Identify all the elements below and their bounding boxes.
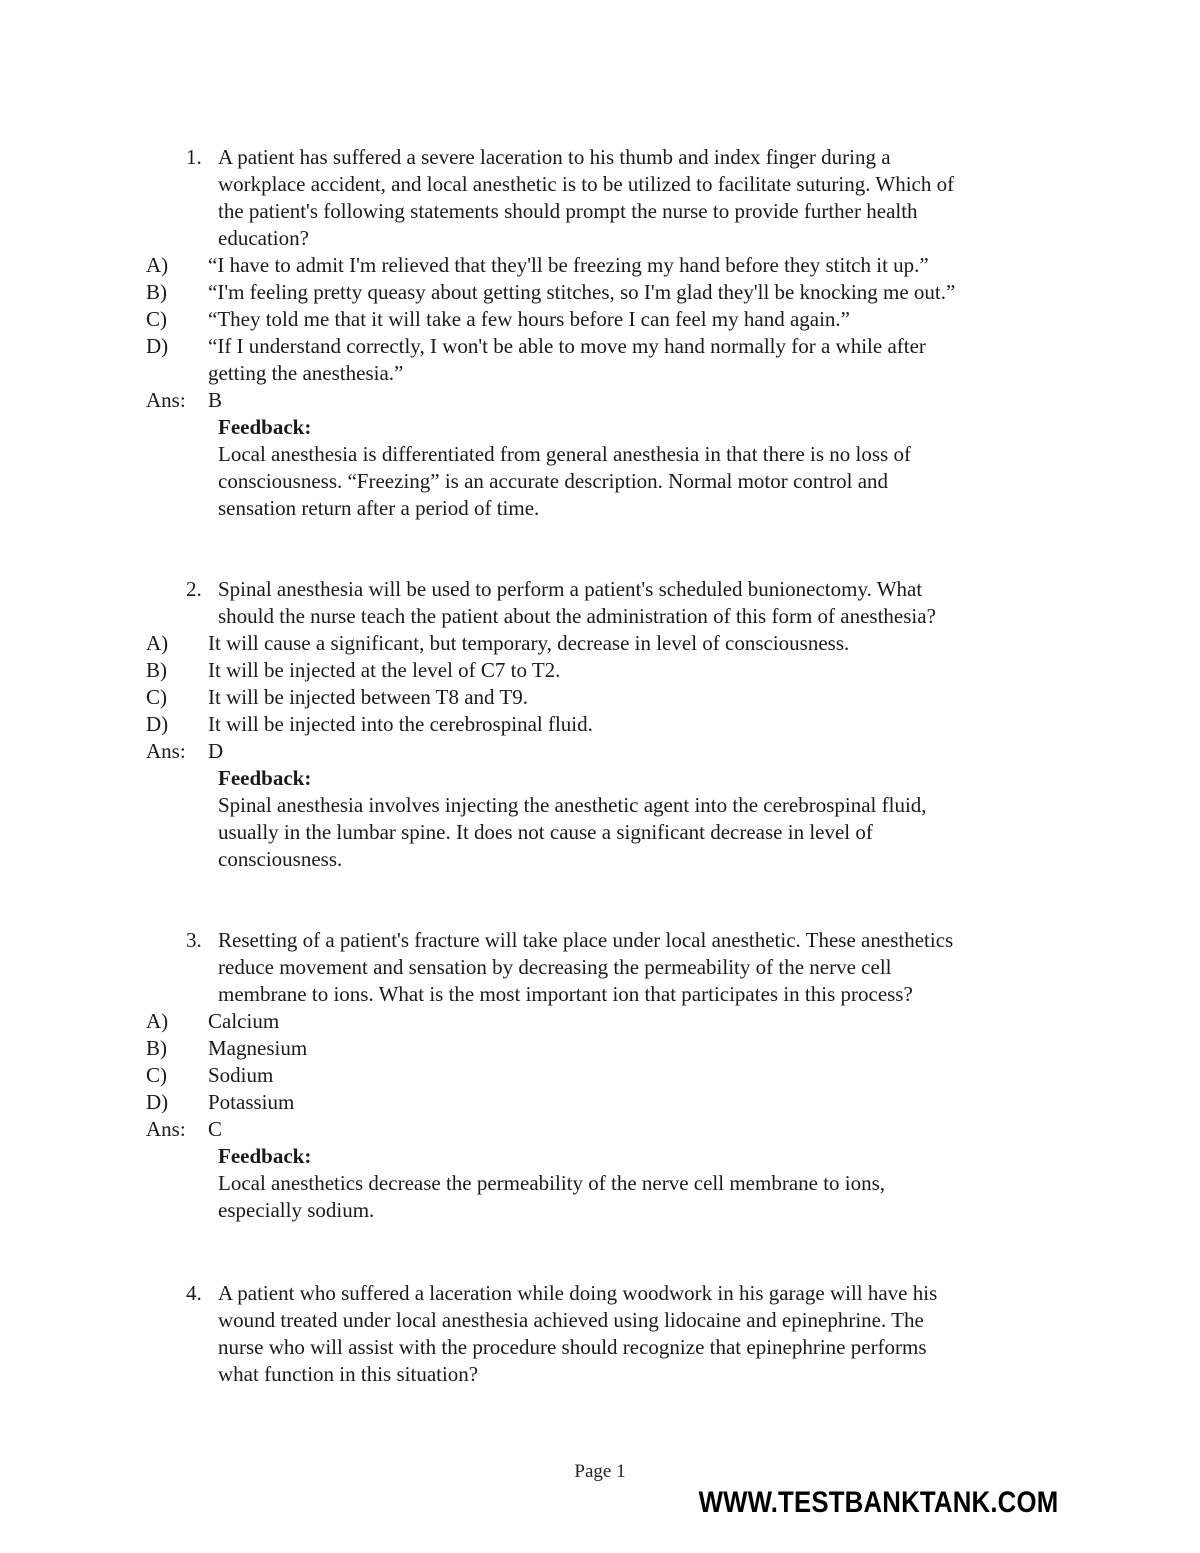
option-letter: C) [146, 1063, 167, 1087]
question-stem-line: A patient who suffered a laceration while doing woodwork in his garage will have his [218, 1281, 938, 1305]
option-text: It will cause a significant, but temporary, decrease in level of consciousness. [208, 631, 850, 655]
answer-label: Ans: [146, 739, 186, 763]
answer-label: Ans: [146, 388, 186, 412]
option-text: “They told me that it will take a few hours before I can feel my hand again.” [208, 307, 850, 331]
answer-value: B [208, 388, 223, 412]
option-letter: B) [146, 658, 167, 682]
feedback-text: especially sodium. [218, 1198, 375, 1222]
answer-label: Ans: [146, 1117, 186, 1141]
option-text: Potassium [208, 1090, 295, 1114]
option-text: Sodium [208, 1063, 274, 1087]
option-letter: B) [146, 280, 167, 304]
option-letter: A) [146, 631, 169, 655]
question-stem-line: education? [218, 226, 309, 250]
option-letter: A) [146, 253, 169, 277]
question-stem-line: A patient has suffered a severe laceration to his thumb and index finger during a [218, 145, 891, 169]
question-stem-line: reduce movement and sensation by decreasing the permeability of the nerve cell [218, 955, 892, 979]
question-stem-line: Spinal anesthesia will be used to perform a patient's scheduled bunionectomy. What [218, 577, 923, 601]
feedback-text: Spinal anesthesia involves injecting the anesthetic agent into the cerebrospinal fluid, [218, 793, 927, 817]
question-stem-line: membrane to ions. What is the most important ion that participates in this process? [218, 982, 913, 1006]
feedback-label: Feedback: [218, 766, 312, 790]
feedback-text: consciousness. [218, 847, 343, 871]
option-letter: D) [146, 712, 169, 736]
option-letter: C) [146, 307, 167, 331]
option-text: “If I understand correctly, I won't be able to move my hand normally for a while after [208, 334, 926, 358]
option-text: It will be injected into the cerebrospinal fluid. [208, 712, 593, 736]
question-number: 3. [186, 928, 202, 952]
question-number: 4. [186, 1281, 202, 1305]
option-letter: D) [146, 334, 169, 358]
watermark: WWW.TESTBANKTANK.COM [698, 1486, 1058, 1519]
feedback-text: sensation return after a period of time. [218, 496, 540, 520]
option-text: “I have to admit I'm relieved that they'll be freezing my hand before they stitch it up.” [208, 253, 929, 277]
feedback-text: consciousness. “Freezing” is an accurate description. Normal motor control and [218, 469, 889, 493]
question-number: 2. [186, 577, 202, 601]
question-stem-line: workplace accident, and local anesthetic is to be utilized to facilitate suturing. Which of [218, 172, 955, 196]
option-text: It will be injected between T8 and T9. [208, 685, 528, 709]
option-letter: B) [146, 1036, 167, 1060]
answer-value: D [208, 739, 224, 763]
feedback-label: Feedback: [218, 1144, 312, 1168]
feedback-text: Local anesthetics decrease the permeability of the nerve cell membrane to ions, [218, 1171, 886, 1195]
option-text: “I'm feeling pretty queasy about getting stitches, so I'm glad they'll be knocking me out.” [208, 280, 956, 304]
option-text: It will be injected at the level of C7 to T2. [208, 658, 561, 682]
feedback-label: Feedback: [218, 415, 312, 439]
feedback-text: usually in the lumbar spine. It does not cause a significant decrease in level of [218, 820, 873, 844]
question-stem-line: Resetting of a patient's fracture will take place under local anesthetic. These anesthetics [218, 928, 954, 952]
question-stem-line: wound treated under local anesthesia achieved using lidocaine and epinephrine. The [218, 1308, 924, 1332]
question-stem-line: what function in this situation? [218, 1362, 479, 1386]
feedback-text: Local anesthesia is differentiated from general anesthesia in that there is no loss of [218, 442, 911, 466]
question-number: 1. [186, 145, 202, 169]
option-letter: C) [146, 685, 167, 709]
page-number: Page 1 [574, 1461, 626, 1482]
answer-value: C [208, 1117, 223, 1141]
question-stem-line: the patient's following statements should prompt the nurse to provide further health [218, 199, 918, 223]
question-stem-line: nurse who will assist with the procedure should recognize that epinephrine performs [218, 1335, 927, 1359]
option-text: Calcium [208, 1009, 280, 1033]
option-text: Magnesium [208, 1036, 308, 1060]
option-letter: D) [146, 1090, 169, 1114]
option-text: getting the anesthesia.” [208, 361, 404, 385]
question-stem-line: should the nurse teach the patient about the administration of this form of anesthesia? [218, 604, 936, 628]
option-letter: A) [146, 1009, 169, 1033]
